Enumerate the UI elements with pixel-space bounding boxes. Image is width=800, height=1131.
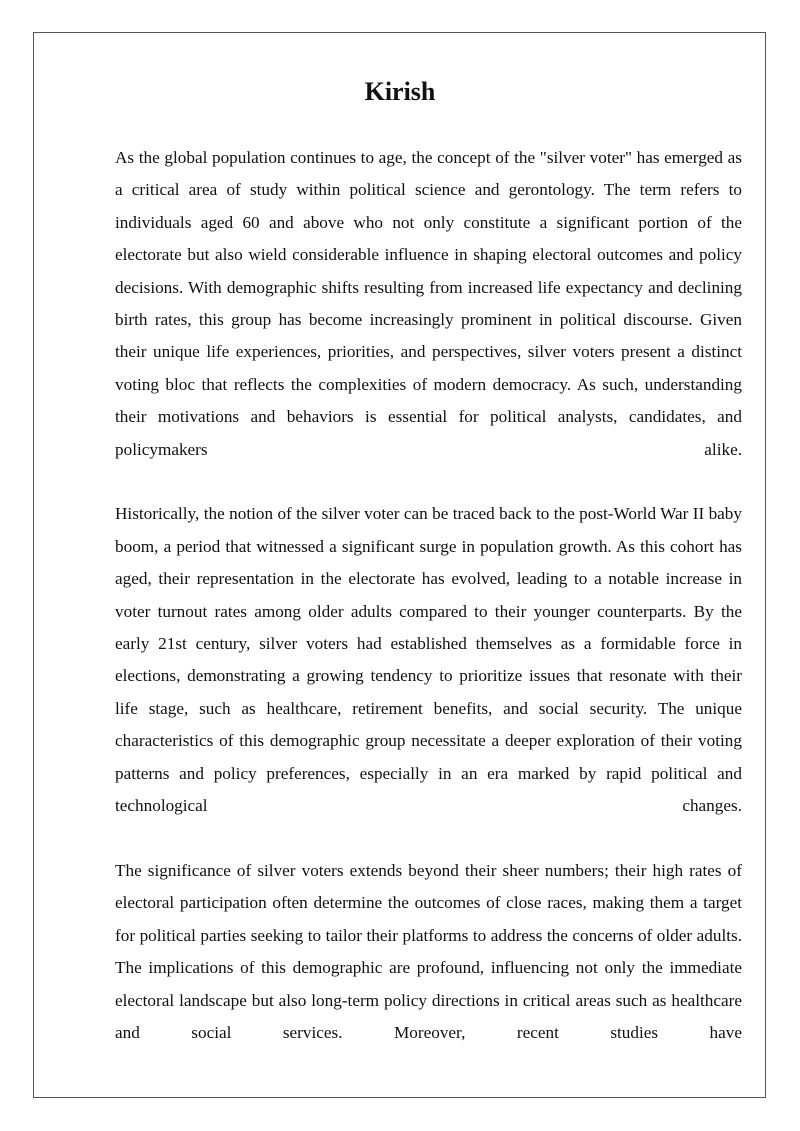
document-body — [115, 142, 742, 1082]
paragraph-significance: The significance of silver voters extends beyond their sheer numbers; their high rates of electoral participation often determine the outcomes of close races, making them a target for political parties seeking to tailor their platforms to address the concerns of older adults. The implications of this demographic are profound, influencing not only the immediate electoral landscape but also long-term policy directions in critical areas such as healthcare and social services. Moreover, recent studies have — [115, 860, 742, 1042]
paragraph-intro: As the global population continues to age, the concept of the "silver voter" has emerged as a critical area of study within political science and gerontology. The term refers to individuals aged 60 and above who not only constitute a significant portion of the electorate but also wield considerable influence in shaping electoral outcomes and policy decisions. With demographic shifts resulting from increased life expectancy and declining birth rates, this group has become increasingly prominent in political discourse. Given their unique life experiences, priorities, and perspectives, silver voters present a distinct voting bloc that reflects the complexities of modern democracy. As such, understanding their motivations and behaviors is essential for political analysts, candidates, and policymakers alike. — [115, 148, 742, 459]
paragraph-history: Historically, the notion of the silver voter can be traced back to the post-World War II baby boom, a period that witnessed a significant surge in population growth. As this cohort has aged, their representation in the electorate has evolved, leading to a notable increase in voter turnout rates among older adults compared to their younger counterparts. By the early 21st century, silver voters had established themselves as a formidable force in elections, demonstrating a growing tendency to prioritize issues that resonate with their life stage, such as healthcare, retirement benefits, and social security. The unique characteristics of this demographic group necessitate a deeper exploration of their voting patterns and policy preferences, especially in an era marked by rapid political and technological changes. — [115, 504, 742, 816]
document-title: Kirish — [364, 77, 436, 106]
